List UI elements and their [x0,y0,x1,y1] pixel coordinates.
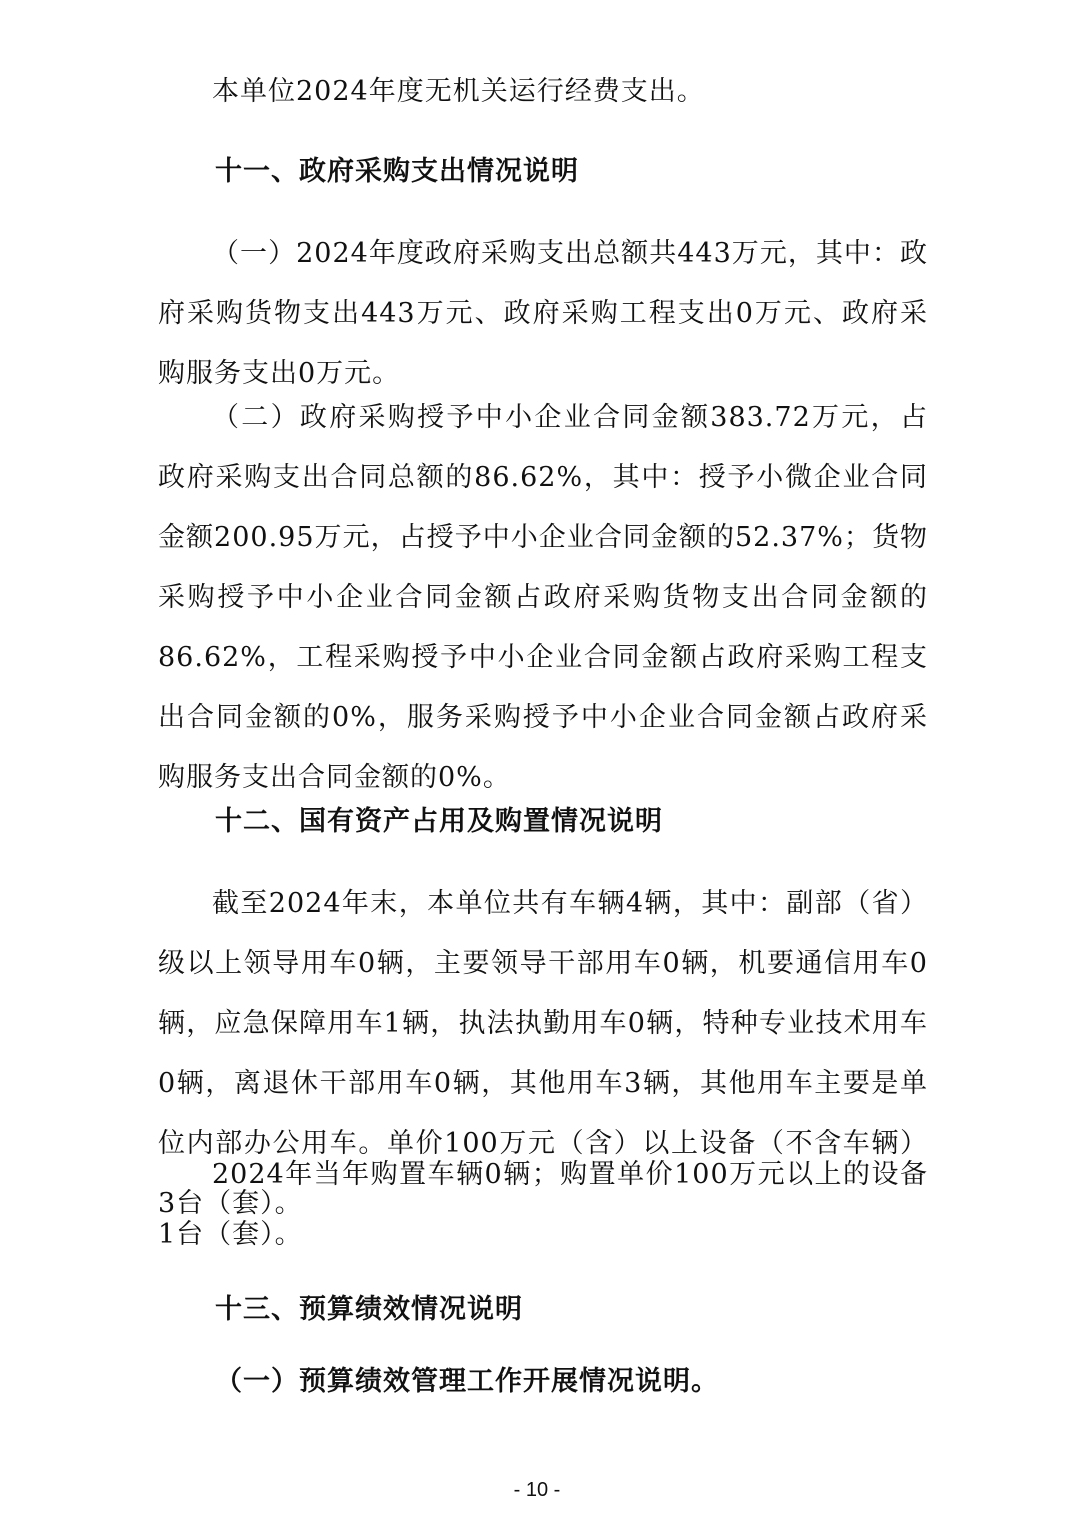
section-heading-budget-performance: 十三、预算绩效情况说明 [215,1294,523,1325]
section-heading-government-procurement: 十一、政府采购支出情况说明 [215,156,579,187]
section-heading-state-assets: 十二、国有资产占用及购置情况说明 [215,806,663,837]
paragraph-procurement-total: （一）2024年度政府采购支出总额共443万元，其中：政府采购货物支出443万元、政府采购工程支出0万元、政府采购服务支出0万元。 [158,238,928,389]
subheading-performance-management: （一）预算绩效管理工作开展情况说明。 [215,1366,719,1397]
paragraph-procurement-sme: （二）政府采购授予中小企业合同金额383.72万元，占政府采购支出合同总额的86.62%，其中：授予小微企业合同金额200.95万元，占授予中小企业合同金额的52.37%；货物采购授予中小企业合同金额占政府采购货物支出合同金额的86.62%，工程采购授予中小企业合同金额占政府采购工程支出合同金额的0%，服务采购授予中小企业合同金额占政府采购服务支出合同金额的0%。 [158,402,928,793]
page-number: - 10 - [513,1479,561,1501]
paragraph-vehicles-equipment: 截至2024年末，本单位共有车辆4辆，其中：副部（省）级以上领导用车0辆，主要领导干部用车0辆，机要通信用车0辆，应急保障用车1辆，执法执勤用车0辆，特种专业技术用车0辆，离退休干部用车0辆，其他用车3辆，其他用车主要是单位内部办公用车。单价100万元（含）以上设备（不含车辆）3台（套）。 [158,888,928,1219]
paragraph-annual-purchase: 2024年当年购置车辆0辆；购置单价100万元以上的设备1台（套）。 [158,1159,928,1250]
paragraph-no-operating-expense: 本单位2024年度无机关运行经费支出。 [212,76,705,107]
